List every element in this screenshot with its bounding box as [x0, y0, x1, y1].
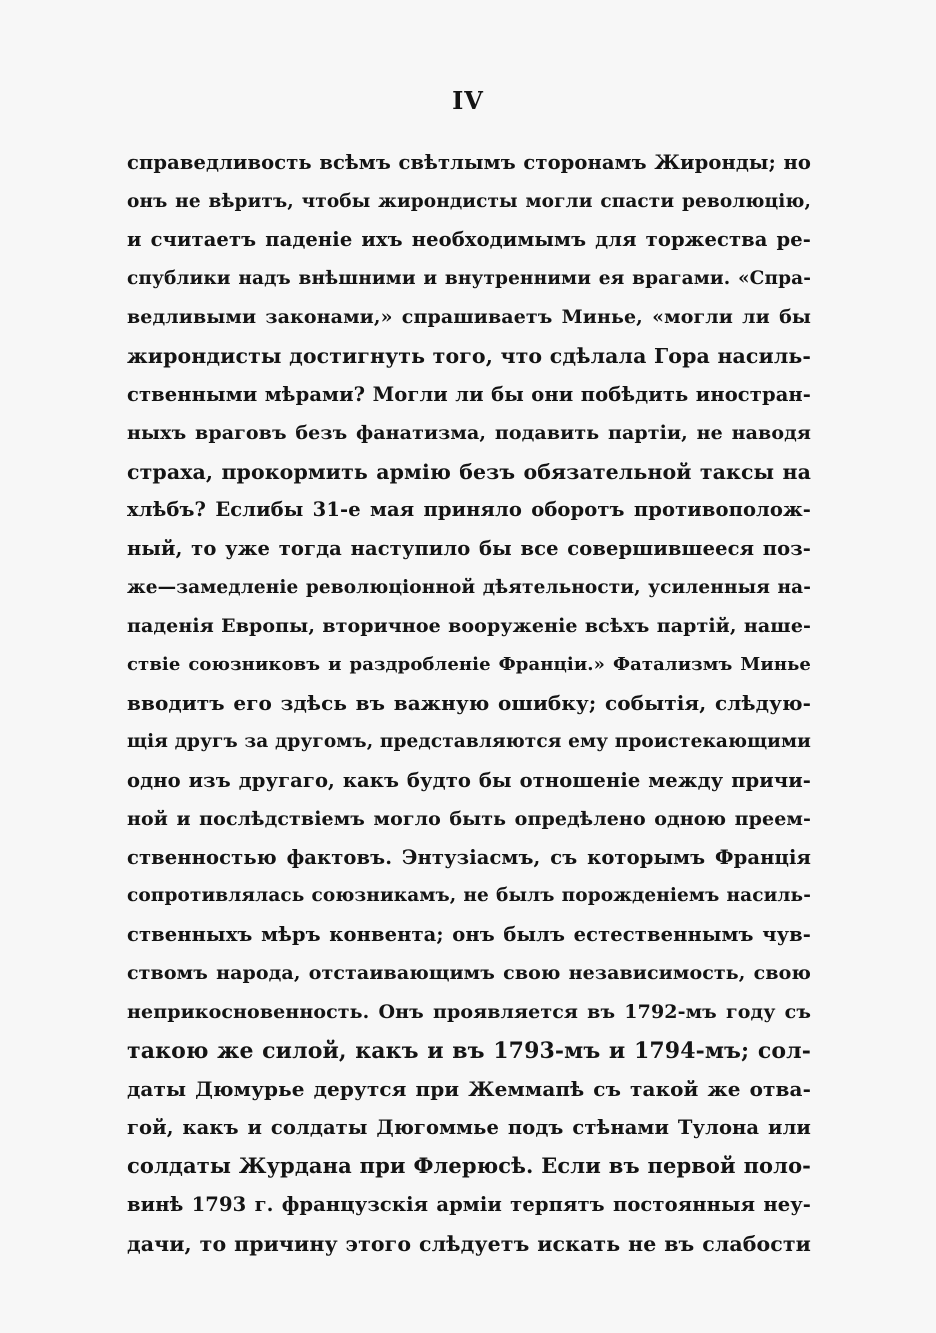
text-line: даты Дюмурье дерутся при Жеммапѣ съ такой же отва-: [127, 1077, 811, 1102]
text-line: неприкосновенность. Онъ проявляется въ 1792-мъ году съ: [127, 1001, 811, 1024]
page-number: IV: [452, 86, 484, 115]
text-line: такою же силой, какъ и въ 1793-мъ и 1794-мъ; сол-: [127, 1037, 811, 1064]
text-line: щія другъ за другомъ, представляются ему проистекающими: [127, 730, 811, 752]
text-line: ведливыми законами,» спрашиваетъ Минье, «могли ли бы: [127, 306, 811, 329]
text-line: и считаетъ паденіе ихъ необходимымъ для торжества ре-: [127, 228, 811, 252]
text-line: хлѣбъ? Еслибы 31-е мая приняло оборотъ противополож-: [127, 498, 811, 522]
text-line: ный, то уже тогда наступило бы все совершившееся поз-: [127, 536, 811, 560]
text-line: ной и послѣдствіемъ могло быть опредѣлено одною преем-: [127, 808, 811, 831]
text-line: винѣ 1793 г. французскія арміи терпятъ постоянныя неу-: [127, 1193, 811, 1217]
text-line: одно изъ другаго, какъ будто бы отношеніе между причи-: [127, 768, 811, 792]
text-line: же—замедленіе революціонной дѣятельности, усиленныя на-: [127, 576, 811, 598]
body-text: [127, 144, 811, 1263]
text-line: паденія Европы, вторичное вооруженіе всѣхъ партій, наше-: [127, 615, 811, 638]
text-line: ствомъ народа, отстаивающимъ свою независимость, свою: [127, 962, 811, 985]
text-line: справедливость всѣмъ свѣтлымъ сторонамъ Жиронды; но: [127, 151, 811, 174]
text-line: дачи, то причину этого слѣдуетъ искать не въ слабости: [127, 1231, 811, 1256]
text-line: ственными мѣрами? Могли ли бы они побѣдить иностран-: [127, 382, 811, 406]
text-line: сопротивлялась союзникамъ, не былъ порожденіемъ насиль-: [127, 885, 811, 907]
text-line: солдаты Журдана при Флерюсѣ. Если въ первой поло-: [127, 1153, 811, 1179]
text-line: ныхъ враговъ безъ фанатизма, подавить партіи, не наводя: [127, 422, 811, 445]
text-line: онъ не вѣритъ, чтобы жирондисты могли спасти революцію,: [127, 190, 811, 212]
text-line: вводитъ его здѣсь въ важную ошибку; событія, слѣдую-: [127, 691, 811, 716]
text-line: ственныхъ мѣръ конвента; онъ былъ естественнымъ чув-: [127, 922, 811, 946]
text-line: ствіе союзниковъ и раздробленіе Франціи.» Фатализмъ Минье: [127, 653, 811, 675]
text-line: страха, прокормить армію безъ обязательной таксы на: [127, 459, 811, 484]
text-line: жирондисты достигнуть того, что сдѣлала Гора насиль-: [127, 343, 811, 368]
text-line: ственностью фактовъ. Энтузіасмъ, съ которымъ Франція: [127, 845, 811, 869]
text-line: гой, какъ и солдаты Дюгоммье подъ стѣнами Тулона или: [127, 1115, 811, 1139]
text-line: спублики надъ внѣшними и внутренними ея врагами. «Спра-: [127, 267, 811, 289]
